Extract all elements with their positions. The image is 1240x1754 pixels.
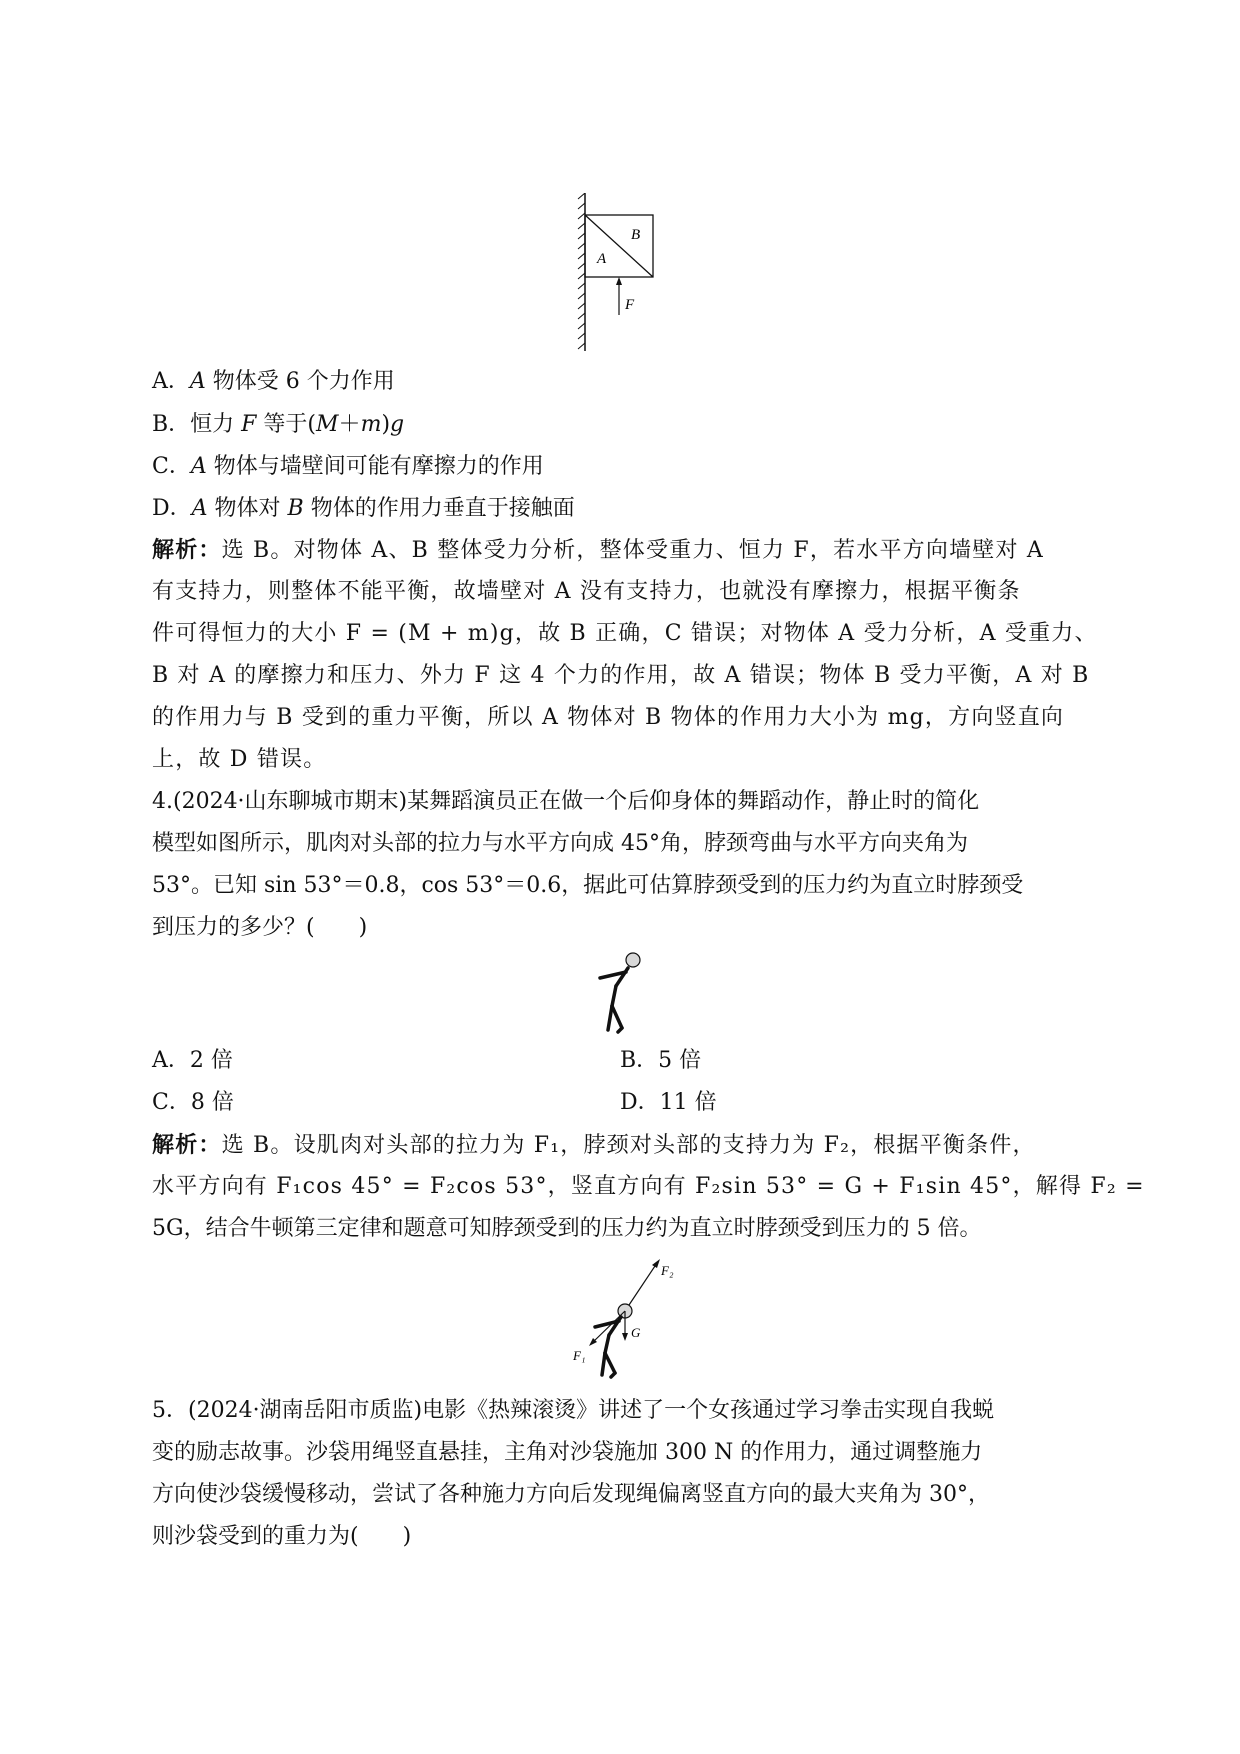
analysis-q3-line-6: 上，故 D 错误。 [152, 747, 327, 772]
q4-option-b: B．5 倍 [620, 1048, 702, 1073]
question-5-line-4: 则沙袋受到的重力为( ) [152, 1524, 412, 1549]
option-a: A．A 物体受 6 个力作用 [152, 369, 395, 394]
analysis-q3-line-3: 件可得恒力的大小 F = (M + m)g，故 B 正确，C 错误；对物体 A 受力分析，A 受重力、 [152, 621, 1098, 646]
question-4-line-1: 4.(2024·山东聊城市期末)某舞蹈演员正在做一个后仰身体的舞蹈动作，静止时的简化 [152, 789, 980, 814]
q4-option-d: D．11 倍 [620, 1090, 717, 1115]
analysis-q4-line-2: 水平方向有 F₁cos 45° = F₂cos 53°，竖直方向有 F₂sin 53° = G + F₁sin 45°，解得 F₂ = [152, 1174, 1145, 1199]
analysis-q3-line-2: 有支持力，则整体不能平衡，故墙壁对 A 没有支持力，也就没有摩擦力，根据平衡条 [152, 579, 1021, 604]
analysis-label: 解析： [152, 537, 222, 563]
label-g: G [631, 1325, 641, 1340]
analysis-q3-line-4: B 对 A 的摩擦力和压力、外力 F 这 4 个力的作用，故 A 错误；物体 B 受力平衡，A 对 B [152, 663, 1090, 688]
label-b: B [631, 227, 641, 243]
label-f1: F₁ [573, 1348, 586, 1363]
figure-wall-blocks [575, 193, 675, 353]
option-b: B．恒力 F 等于(M＋m)g [152, 412, 405, 437]
label-f: F [625, 297, 635, 313]
label-a: A [597, 251, 607, 267]
option-d: D．A 物体对 B 物体的作用力垂直于接触面 [152, 496, 575, 521]
figure-dancer-forces [565, 1255, 685, 1380]
question-5-line-2: 变的励志故事。沙袋用绳竖直悬挂，主角对沙袋施加 300 N 的作用力，通过调整施力 [152, 1440, 983, 1465]
analysis-q4-line-3: 5G，结合牛顿第三定律和题意可知脖颈受到的压力约为直立时脖颈受到压力的 5 倍。 [152, 1216, 982, 1241]
option-c: C．A 物体与墙壁间可能有摩擦力的作用 [152, 454, 544, 479]
question-4-line-4: 到压力的多少？( ) [152, 915, 368, 940]
question-4-line-2: 模型如图所示，肌肉对头部的拉力与水平方向成 45°角，脖颈弯曲与水平方向夹角为 [152, 831, 968, 856]
figure-dancer [588, 948, 648, 1038]
q4-option-c: C．8 倍 [152, 1090, 234, 1115]
label-f2: F₂ [661, 1263, 674, 1278]
analysis-q3-line-1: 解析：选 B。对物体 A、B 整体受力分析，整体受重力、恒力 F，若水平方向墙壁对 A [152, 537, 1044, 563]
question-5-line-1: 5．(2024·湖南岳阳市质监)电影《热辣滚烫》讲述了一个女孩通过学习拳击实现自我蜕 [152, 1398, 995, 1423]
question-5-line-3: 方向使沙袋缓慢移动，尝试了各种施力方向后发现绳偏离竖直方向的最大夹角为 30°， [152, 1482, 990, 1507]
analysis-q3-line-5: 的作用力与 B 受到的重力平衡，所以 A 物体对 B 物体的作用力大小为 mg，方向竖直向 [152, 705, 1065, 730]
analysis-label: 解析： [152, 1132, 222, 1158]
analysis-q4-line-1: 解析：选 B。设肌肉对头部的拉力为 F₁，脖颈对头部的支持力为 F₂，根据平衡条件， [152, 1132, 1036, 1158]
q4-option-a: A．2 倍 [152, 1048, 233, 1073]
question-4-line-3: 53°。已知 sin 53°＝0.8，cos 53°＝0.6，据此可估算脖颈受到的压力约为直立时脖颈受 [152, 873, 1024, 898]
